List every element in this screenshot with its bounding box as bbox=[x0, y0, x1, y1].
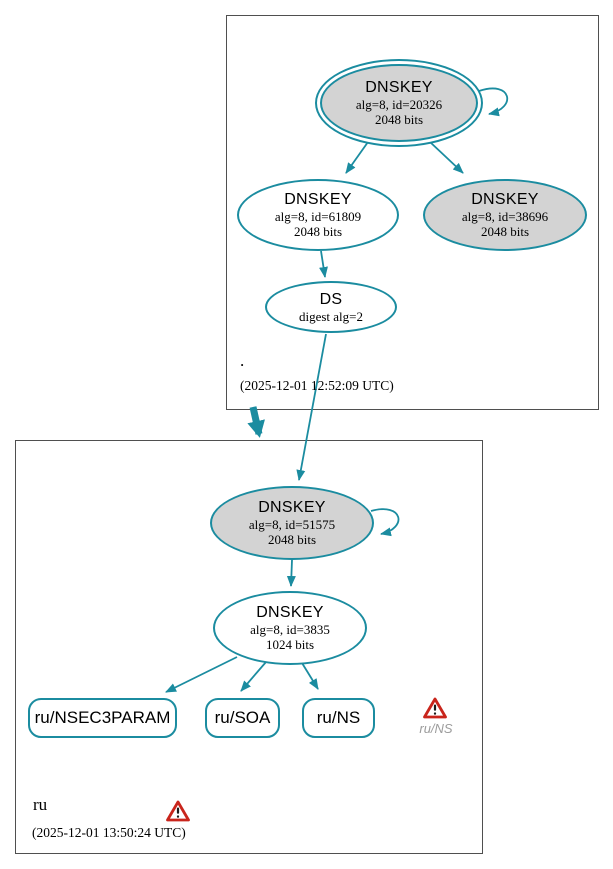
dnskey-detail: 2048 bits bbox=[293, 224, 343, 239]
node-rrset-ru-soa[interactable] bbox=[205, 698, 280, 738]
dnskey-detail: 1024 bits bbox=[265, 637, 315, 652]
dnskey-title: DNSKEY bbox=[258, 499, 326, 516]
zone-label-root: . bbox=[240, 351, 245, 370]
node-dnskey-root-zsk-61809[interactable] bbox=[237, 179, 399, 251]
node-dnskey-ru-ksk-51575[interactable] bbox=[210, 486, 374, 560]
zone-timestamp-root: (2025-12-01 12:52:09 UTC) bbox=[240, 378, 394, 393]
node-dnskey-root-ksk-20326[interactable] bbox=[315, 59, 483, 147]
dnskey-title: DNSKEY bbox=[256, 604, 324, 621]
warning-triangle-icon[interactable] bbox=[423, 697, 447, 719]
warning-triangle-icon[interactable] bbox=[166, 800, 190, 822]
node-dnskey-ru-zsk-3835[interactable] bbox=[213, 591, 367, 665]
node-dnskey-root-38696[interactable] bbox=[423, 179, 587, 251]
rrset-label: ru/NS bbox=[316, 708, 361, 727]
dnskey-detail: 2048 bits bbox=[480, 224, 530, 239]
dnskey-title: DNSKEY bbox=[471, 191, 539, 208]
dnskey-detail: alg=8, id=20326 bbox=[355, 97, 443, 112]
warning-caption-ru-ns: ru/NS bbox=[419, 721, 453, 736]
rrset-label: ru/NSEC3PARAM bbox=[34, 708, 171, 727]
node-ds-root[interactable] bbox=[265, 281, 397, 333]
edge-delegation-root-to-ru bbox=[253, 407, 259, 434]
ds-title: DS bbox=[319, 290, 343, 308]
dnskey-detail: alg=8, id=61809 bbox=[274, 209, 362, 224]
ds-detail: digest alg=2 bbox=[298, 308, 364, 324]
dnskey-detail: 2048 bits bbox=[267, 532, 317, 547]
dnskey-detail: 2048 bits bbox=[374, 112, 424, 127]
node-dnskey-root-ksk-20326-inner bbox=[320, 64, 478, 142]
dnskey-title: DNSKEY bbox=[284, 191, 352, 208]
rrset-label: ru/SOA bbox=[214, 708, 271, 727]
dnskey-detail: alg=8, id=3835 bbox=[250, 622, 330, 637]
dnskey-title: DNSKEY bbox=[365, 79, 433, 96]
node-rrset-ru-ns[interactable] bbox=[302, 698, 375, 738]
node-rrset-ru-nsec3param[interactable] bbox=[28, 698, 177, 738]
zone-timestamp-ru: (2025-12-01 13:50:24 UTC) bbox=[32, 825, 186, 840]
dnskey-detail: alg=8, id=51575 bbox=[248, 517, 336, 532]
zone-label-ru: ru bbox=[33, 795, 48, 814]
dnskey-detail: alg=8, id=38696 bbox=[461, 209, 549, 224]
